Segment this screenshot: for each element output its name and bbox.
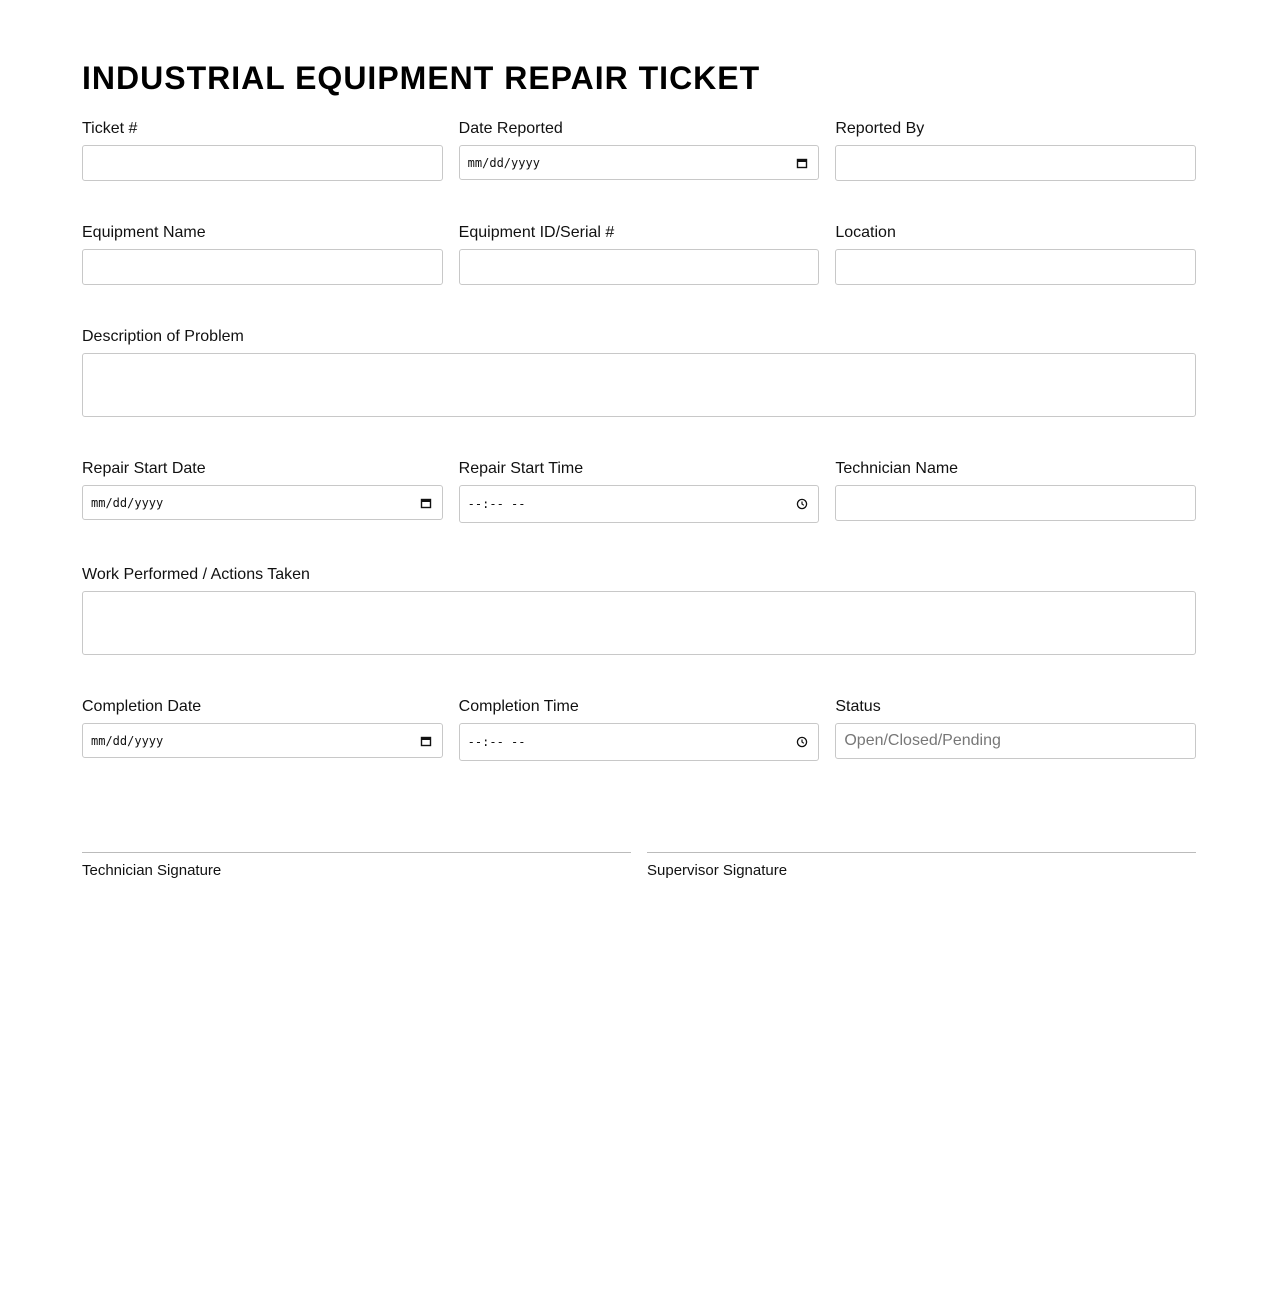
date-reported-label: Date Reported [458, 120, 563, 137]
repair-start-date-input[interactable] [82, 485, 443, 520]
repair-start-time-input[interactable] [459, 485, 820, 523]
page-title: INDUSTRIAL EQUIPMENT REPAIR TICKET [82, 60, 761, 96]
description-textarea[interactable] [82, 353, 1196, 417]
work-performed-label: Work Performed / Actions Taken [82, 566, 310, 583]
supervisor-signature-line [647, 852, 1196, 879]
status-input[interactable] [835, 723, 1196, 759]
completion-date-input[interactable] [82, 723, 443, 758]
date-placeholder: mm/dd/yyyy [91, 495, 164, 510]
ticket-input[interactable] [82, 145, 443, 181]
location-label: Location [835, 224, 896, 241]
repair-start-date-label: Repair Start Date [82, 460, 206, 477]
completion-time-input[interactable] [459, 723, 820, 761]
location-input[interactable] [835, 249, 1196, 285]
clock-icon[interactable] [796, 736, 808, 748]
description-label: Description of Problem [82, 328, 244, 345]
reported-by-input[interactable] [835, 145, 1196, 181]
status-label: Status [835, 698, 881, 715]
technician-name-input[interactable] [835, 485, 1196, 521]
technician-name-label: Technician Name [835, 460, 959, 477]
completion-time-label: Completion Time [458, 698, 579, 715]
calendar-icon[interactable] [420, 497, 432, 509]
date-placeholder: mm/dd/yyyy [467, 155, 540, 170]
calendar-icon[interactable] [420, 735, 432, 747]
time-placeholder: --:-- -- [467, 735, 526, 749]
completion-date-label: Completion Date [82, 698, 202, 715]
work-performed-textarea[interactable] [82, 591, 1196, 655]
ticket-label: Ticket # [82, 120, 138, 137]
equipment-id-input[interactable] [459, 249, 820, 285]
equipment-id-label: Equipment ID/Serial # [458, 224, 615, 241]
status-placeholder: Open/Closed/Pending [844, 732, 1001, 749]
clock-icon[interactable] [796, 498, 808, 510]
date-reported-input[interactable] [459, 145, 820, 180]
equipment-name-input[interactable] [82, 249, 443, 285]
calendar-icon[interactable] [796, 157, 808, 169]
time-placeholder: --:-- -- [467, 497, 526, 511]
equipment-name-label: Equipment Name [82, 224, 206, 241]
reported-by-label: Reported By [835, 120, 925, 137]
technician-signature-line [82, 852, 631, 879]
supervisor-signature-label: Supervisor Signature [647, 862, 788, 879]
technician-signature-label: Technician Signature [82, 862, 222, 879]
repair-start-time-label: Repair Start Time [458, 460, 584, 477]
date-placeholder: mm/dd/yyyy [91, 733, 164, 748]
